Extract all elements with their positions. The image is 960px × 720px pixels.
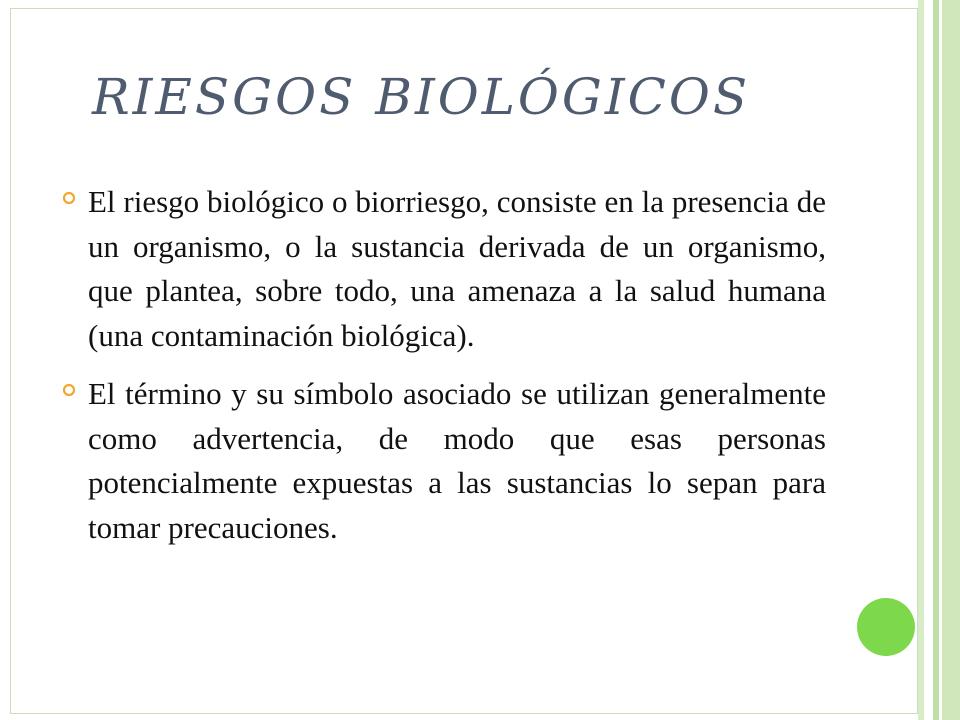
bullet-list xyxy=(62,180,826,564)
green-circle-decoration xyxy=(857,598,915,656)
side-stripe-gap xyxy=(924,0,933,720)
bullet-item xyxy=(62,372,826,550)
ring-bullet-icon xyxy=(62,191,76,205)
bullet-item xyxy=(62,180,826,358)
side-stripe xyxy=(942,0,960,720)
bullet-text: El término y su símbolo asociado se utilizan generalmente como advertencia, de modo que esas personas potencialmente expuestas a las sustancias lo sepan para tomar precauciones. xyxy=(88,376,826,545)
slide-title: RIESGOS BIOLÓGICOS xyxy=(92,68,751,126)
ring-bullet-icon xyxy=(62,383,76,397)
bullet-text: El riesgo biológico o biorriesgo, consiste en la presencia de un organismo, o la sustancia derivada de un organismo, que plantea, sobre todo, una amenaza a la salud humana (una contaminación biológica). xyxy=(88,184,826,353)
